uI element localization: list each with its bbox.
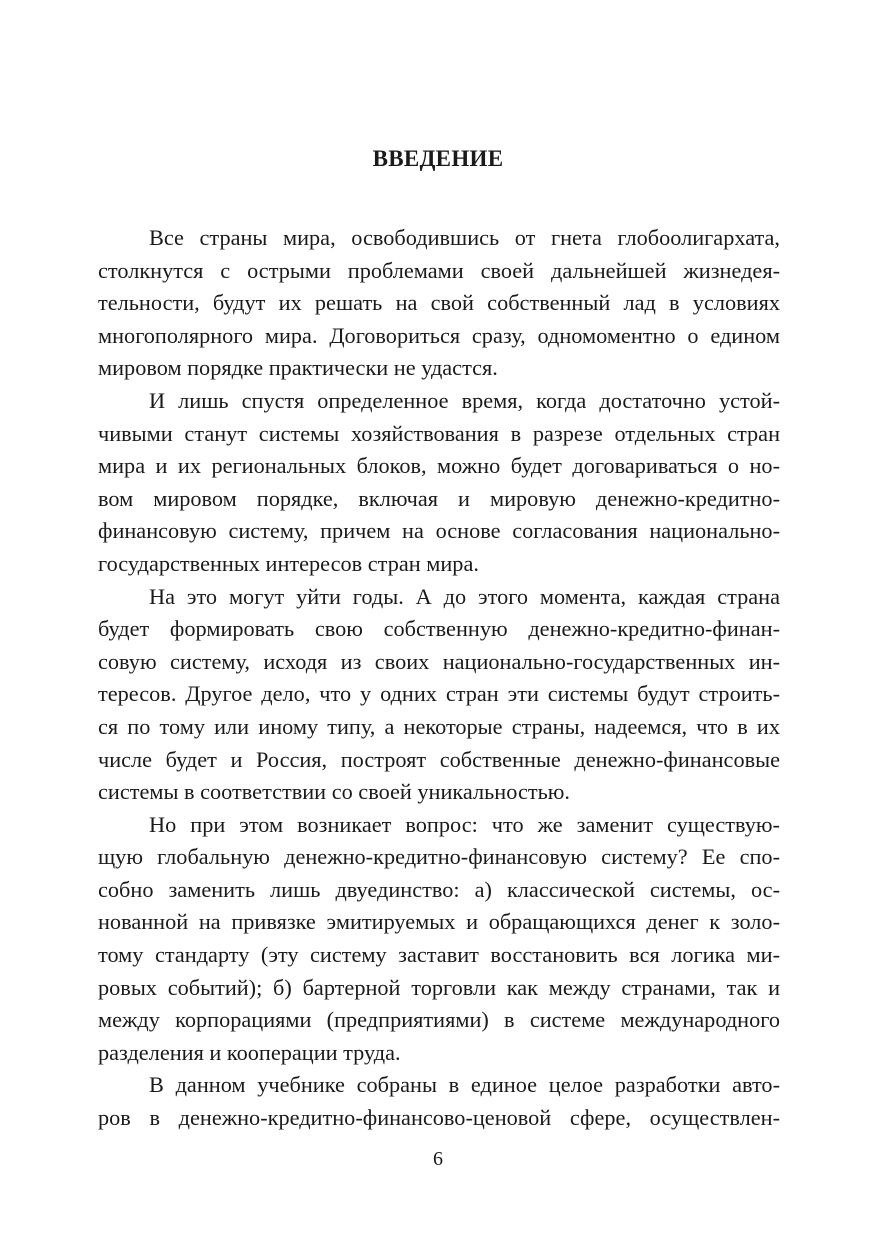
text-line: между корпорациями (предприятиями) в системе международного (98, 1007, 780, 1033)
text-line: финансовую систему, причем на основе согласования национально- (98, 518, 780, 544)
text-line: совую систему, исходя из своих национально-государственных ин- (98, 648, 780, 674)
text-line: В данном учебнике собраны в единое целое разработки авто- (149, 1072, 780, 1098)
text-line: мировом порядке практически не удастся. (98, 355, 498, 381)
text-line: мира и их региональных блоков, можно будет договариваться о но- (98, 453, 780, 479)
text-line: числе будет и Россия, построят собственные денежно-финансовые (98, 746, 780, 772)
text-line: тому стандарту (эту систему заставит восстановить вся логика ми- (98, 942, 780, 968)
text-line: ровых событий); б) бартерной торговли как между странами, так и (98, 974, 780, 1000)
text-line: будет формировать свою собственную денежно-кредитно-финан- (98, 616, 780, 642)
text-line: тельности, будут их решать на свой собственный лад в условиях (98, 290, 780, 316)
text-line: вом мировом порядке, включая и мировую денежно-кредитно- (98, 485, 780, 511)
text-line: На это могут уйти годы. А до этого момента, каждая страна (149, 583, 780, 609)
text-line: системы в соответствии со своей уникальностью. (98, 779, 570, 805)
text-line: многополярного мира. Договориться сразу, одномоментно о едином (98, 322, 780, 348)
text-line: государственных интересов стран мира. (98, 550, 479, 576)
text-line: столкнутся с острыми проблемами своей дальнейшей жизнедея- (98, 257, 780, 283)
text-line: щую глобальную денежно-кредитно-финансовую систему? Ее спо- (98, 844, 780, 870)
text-line: разделения и кооперации труда. (98, 1039, 401, 1065)
page-number: 6 (433, 1148, 443, 1170)
text-line: тересов. Другое дело, что у одних стран эти системы будут строить- (98, 681, 780, 707)
text-line: ся по тому или иному типу, а некоторые страны, надеемся, что в их (98, 713, 780, 739)
text-line: Но при этом возникает вопрос: что же заменит существую- (149, 811, 780, 837)
body-text (98, 222, 780, 1135)
text-line: собно заменить лишь двуединство: а) классической системы, ос- (98, 876, 780, 902)
text-line: Все страны мира, освободившись от гнета глобоолигархата, (149, 225, 780, 250)
text-line: И лишь спустя определенное время, когда достаточно устой- (149, 387, 780, 413)
page-title: ВВЕДЕНИЕ (372, 146, 504, 171)
text-line: ров в денежно-кредитно-финансово-ценовой сфере, осуществлен- (98, 1105, 780, 1131)
text-line: чивыми станут системы хозяйствования в разрезе отдельных стран (98, 420, 780, 446)
text-line: нованной на привязке эмитируемых и обращающихся денег к золо- (98, 909, 780, 935)
